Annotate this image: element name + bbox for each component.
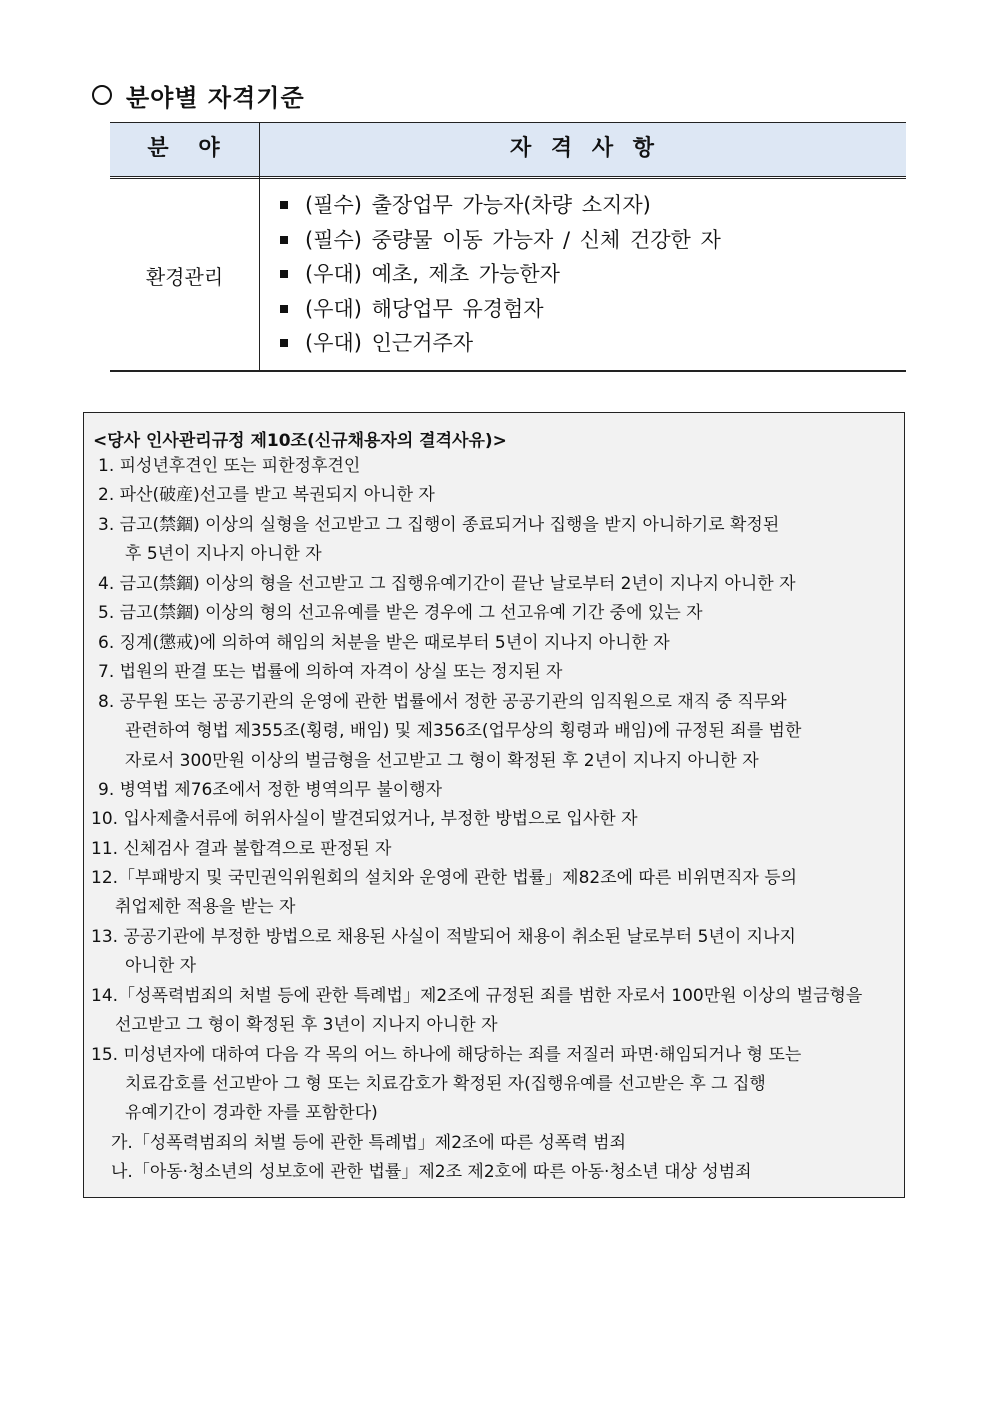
square-bullet-icon bbox=[280, 201, 288, 209]
rule-line: 유예기간이 경과한 자를 포함한다) bbox=[125, 1103, 378, 1123]
square-bullet-icon bbox=[280, 339, 288, 347]
rule-line: 아니한 자 bbox=[125, 956, 197, 976]
qualification-list bbox=[280, 188, 721, 361]
rule-line: 선고받고 그 형이 확정된 후 3년이 지나지 아니한 자 bbox=[115, 1015, 498, 1035]
rule-line: 나.「아동·청소년의 성보호에 관한 법률」제2조 제2호에 따른 아동·청소년 대상 성범죄 bbox=[111, 1162, 752, 1182]
rule-line: 3. 금고(禁錮) 이상의 실형을 선고받고 그 집행이 종료되거나 집행을 받지 아니하기로 확정된 bbox=[98, 515, 780, 535]
disqualification-rules-box bbox=[83, 412, 905, 1198]
rule-line: 4. 금고(禁錮) 이상의 형을 선고받고 그 집행유예기간이 끝난 날로부터 2년이 지나지 아니한 자 bbox=[98, 574, 796, 594]
qualification-item bbox=[280, 188, 721, 223]
qualification-text: (우대) 해당업무 유경험자 bbox=[305, 296, 544, 321]
rule-line: 2. 파산(破産)선고를 받고 복권되지 아니한 자 bbox=[98, 485, 435, 505]
section-heading bbox=[92, 78, 305, 112]
square-bullet-icon bbox=[280, 270, 288, 278]
square-bullet-icon bbox=[280, 305, 288, 313]
square-bullet-icon bbox=[280, 236, 288, 244]
qualification-item bbox=[280, 292, 721, 327]
section-heading-text: 분야별 자격기준 bbox=[126, 82, 305, 112]
rule-line: 13. 공공기관에 부정한 방법으로 채용된 사실이 적발되어 채용이 취소된 날로부터 5년이 지나지 bbox=[91, 927, 796, 947]
header-qualification: 자 격 사 항 bbox=[510, 136, 656, 161]
rule-line: 취업제한 적용을 받는 자 bbox=[115, 897, 296, 917]
header-field: 분 야 bbox=[147, 136, 222, 161]
header-double-rule bbox=[110, 176, 906, 179]
rule-line: 15. 미성년자에 대하여 다음 각 목의 어느 하나에 해당하는 죄를 저질러 파면·해임되거나 형 또는 bbox=[91, 1045, 802, 1065]
rule-line: 10. 입사제출서류에 허위사실이 발견되었거나, 부정한 방법으로 입사한 자 bbox=[91, 809, 638, 829]
rule-line: 관련하여 형법 제355조(횡령, 배임) 및 제356조(업무상의 횡령과 배임)에 규정된 죄를 범한 bbox=[125, 721, 802, 741]
field-cell: 환경관리 bbox=[145, 264, 224, 289]
qualification-text: (필수) 중량물 이동 가능자 / 신체 건강한 자 bbox=[305, 227, 721, 252]
rule-line: 가.「성폭력범죄의 처벌 등에 관한 특례법」제2조에 따른 성폭력 범죄 bbox=[111, 1133, 627, 1153]
qualification-item bbox=[280, 223, 721, 258]
rule-line: 11. 신체검사 결과 불합격으로 판정된 자 bbox=[91, 839, 392, 859]
rule-line: 14.「성폭력범죄의 처벌 등에 관한 특례법」제2조에 규정된 죄를 범한 자로서 100만원 이상의 벌금형을 bbox=[91, 986, 863, 1006]
rule-line: 1. 피성년후견인 또는 피한정후견인 bbox=[98, 456, 361, 476]
rules-title: <당사 인사관리규정 제10조(신규채용자의 결격사유)> bbox=[93, 431, 507, 451]
rule-line: 자로서 300만원 이상의 벌금형을 선고받고 그 형이 확정된 후 2년이 지나지 아니한 자 bbox=[125, 751, 759, 771]
qualification-text: (우대) 인근거주자 bbox=[305, 331, 474, 355]
qualification-item bbox=[280, 257, 721, 292]
qualification-text: (우대) 예초, 제초 가능한자 bbox=[305, 262, 560, 286]
rule-line: 6. 징계(懲戒)에 의하여 해임의 처분을 받은 때로부터 5년이 지나지 아니한 자 bbox=[98, 633, 670, 653]
rule-line: 7. 법원의 판결 또는 법률에 의하여 자격이 상실 또는 정지된 자 bbox=[98, 662, 563, 682]
table-bottom-rule bbox=[110, 370, 906, 372]
rule-line: 치료감호를 선고받아 그 형 또는 치료감호가 확정된 자(집행유예를 선고받은 후 그 집행 bbox=[125, 1074, 766, 1094]
rule-line: 12.「부패방지 및 국민권익위원회의 설치와 운영에 관한 법률」제82조에 따른 비위면직자 등의 bbox=[91, 868, 798, 888]
qualification-text: (필수) 출장업무 가능자(차량 소지자) bbox=[305, 193, 651, 217]
circle-icon bbox=[92, 85, 112, 105]
rule-line: 5. 금고(禁錮) 이상의 형의 선고유예를 받은 경우에 그 선고유예 기간 중에 있는 자 bbox=[98, 603, 703, 623]
rule-line: 후 5년이 지나지 아니한 자 bbox=[125, 544, 322, 564]
rule-line: 8. 공무원 또는 공공기관의 운영에 관한 법률에서 정한 공공기관의 임직원으로 재직 중 직무와 bbox=[98, 692, 787, 712]
rule-line: 9. 병역법 제76조에서 정한 병역의무 불이행자 bbox=[98, 780, 443, 800]
qualification-table bbox=[110, 122, 906, 372]
qualification-item bbox=[280, 326, 721, 361]
